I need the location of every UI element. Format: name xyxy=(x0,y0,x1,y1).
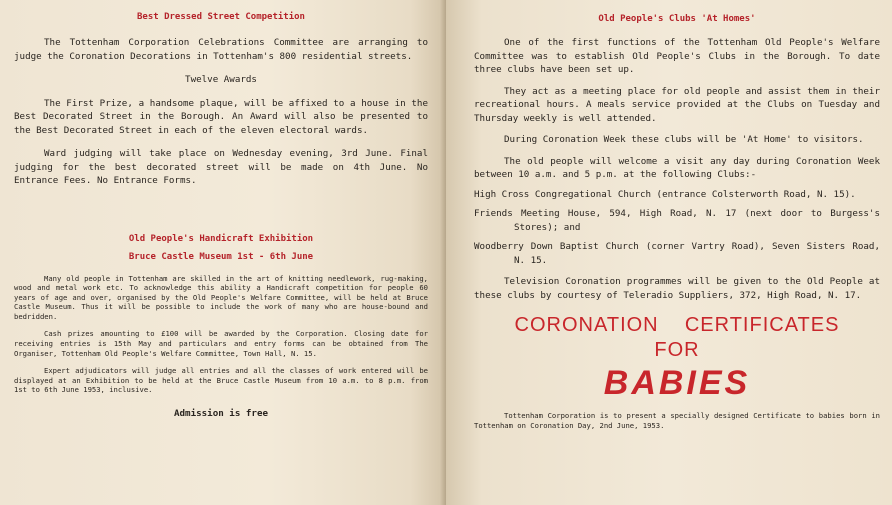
certificates-note: Tottenham Corporation is to present a specially designed Certificate to babies born in Tottenham on Coronation Day, 2nd June, 1953. xyxy=(474,411,880,430)
club-friends-meeting-house: Friends Meeting House, 594, High Road, N. 17 (next door to Burgess's Stores); and xyxy=(474,208,880,233)
clubs-para-3: During Coronation Week these clubs will be 'At Home' to visitors. xyxy=(504,134,864,145)
exhibition-para-3: Expert adjudicators will judge all entries and all the classes of work entered will be displayed at an Exhibition to be held at the Bruce Castle Museum from 10 a.m. to 8 p.m. from 1st to 6th June 1953, inclusive. xyxy=(14,366,428,395)
club-woodberry-down: Woodberry Down Baptist Church (corner Vartry Road), Seven Sisters Road, N. 15. xyxy=(474,241,880,266)
admission-text: Admission is free xyxy=(173,408,269,420)
clubs-para-1: One of the first functions of the Tottenham Old People's Welfare Committee was to establish Old People's Clubs in the Borough. To date three clubs have been set up. xyxy=(474,37,880,75)
club-high-cross: High Cross Congregational Church (entrance Colsterworth Road, N. 15). xyxy=(474,188,856,200)
competition-intro: The Tottenham Corporation Celebrations Committee are arranging to judge the Coronation Decorations in Tottenham's 800 residential streets. xyxy=(14,37,428,62)
clubs-para-4: The old people will welcome a visit any day during Coronation Week between 10 a.m. and 5 p.m. at the following Clubs:- xyxy=(474,155,880,180)
exhibition-para-2: Cash prizes amounting to £100 will be awarded by the Corporation. Closing date for receiving entries is 15th May and particulars and entry forms can be obtained from The Organiser, Tottenham Old People's Welfare Committee, Town Hall, N. 15. xyxy=(14,329,428,358)
exhibition-subheading: Bruce Castle Museum 1st - 6th June xyxy=(128,251,314,262)
competition-heading: Best Dressed Street Competition xyxy=(137,12,305,22)
right-page xyxy=(446,0,892,505)
certificates-title-line-1: CORONATION CERTIFICATES xyxy=(514,314,840,336)
clubs-heading: Old People's Clubs 'At Homes' xyxy=(598,14,756,24)
awards-title: Twelve Awards xyxy=(185,74,257,85)
judging-text: Ward judging will take place on Wednesday evening, 3rd June. Final judging for the best decorated street will be made on 4th June. No Entrance Fees. No Entrance Forms. xyxy=(14,148,428,186)
certificates-title-line-3: BABIES xyxy=(603,364,751,402)
exhibition-para-1: Many old people in Tottenham are skilled in the art of knitting needlework, rug-making, wood and metal work etc. To acknowledge this ability a Handicraft competition for people 60 years of age and over, organised by the Old People's Welfare Committee, will be held at Bruce Castle Museum. Thus it will be possible to include the work of many who are house-bound and bedridden. xyxy=(14,273,428,321)
certificates-title-line-2: FOR xyxy=(654,339,700,361)
exhibition-heading: Old People's Handicraft Exhibition xyxy=(128,233,314,244)
clubs-para-2: They act as a meeting place for old people and assist them in their recreational hours. A meals service provided at the Clubs on Tuesday and Thursday weekly is well attended. xyxy=(474,85,880,124)
clubs-para-5: Television Coronation programmes will be given to the Old People at these clubs by courtesy of Teleradio Suppliers, 372, High Road, N. 17. xyxy=(474,276,880,301)
first-prize-text: The First Prize, a handsome plaque, will be affixed to a house in the Best Decorated Street in the Borough. An Award will also be presented to the Best Decorated Street in each of the eleven electoral wards. xyxy=(14,97,428,136)
